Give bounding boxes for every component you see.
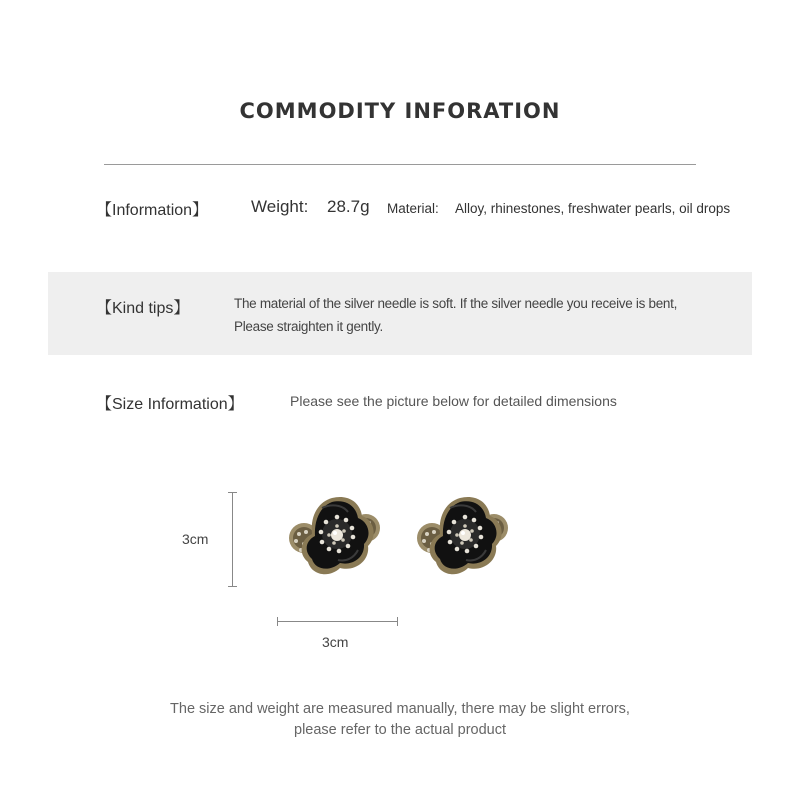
material-label: Material: [387,201,439,216]
footer-note-line-2: please refer to the actual product [294,722,506,738]
width-dimension-cap-right [397,617,398,626]
flower-earring-icon [282,490,382,580]
weight-value: 28.7g [327,197,370,216]
size-information-text: Please see the picture below for detailed dimensions [290,393,617,409]
flower-earring-icon [410,490,510,580]
width-dimension-line [277,621,398,622]
size-information-label: 【Size Information】 [96,396,244,413]
title-divider [104,164,696,165]
kind-tips-line-1: The material of the silver needle is soft. If the silver needle you receive is bent, [234,296,678,311]
information-label: 【Information】 [96,202,209,219]
width-dimension-label: 3cm [322,634,349,650]
kind-tips-line-2: Please straighten it gently. [234,319,383,334]
material-value: Alloy, rhinestones, freshwater pearls, oil drops [455,201,731,216]
height-dimension-label: 3cm [182,531,209,547]
height-dimension-cap-top [228,492,237,493]
width-dimension-cap-left [277,617,278,626]
kind-tips-label: 【Kind tips】 [96,300,190,317]
footer-note-line-1: The size and weight are measured manually, there may be slight errors, [170,701,630,717]
page-title: COMMODITY INFORATION [239,99,561,123]
weight-label: Weight: [251,197,309,216]
height-dimension-line [232,492,233,586]
height-dimension-cap-bottom [228,586,237,587]
